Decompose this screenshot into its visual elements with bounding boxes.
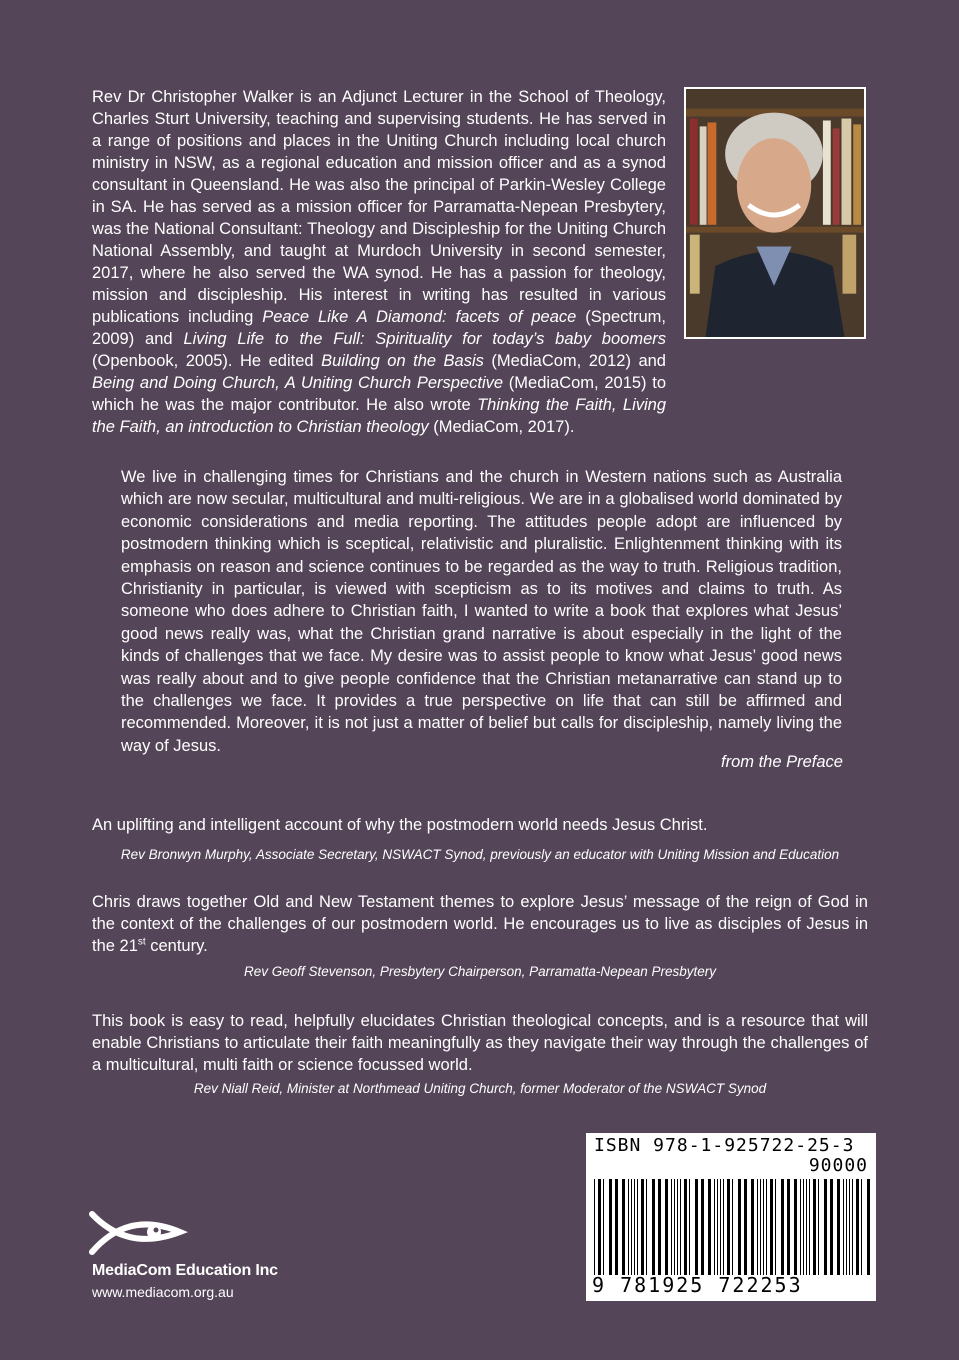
barcode-bar bbox=[763, 1179, 764, 1275]
barcode-bar bbox=[628, 1179, 629, 1275]
barcode-bar bbox=[744, 1179, 747, 1275]
barcode-bar bbox=[794, 1179, 797, 1275]
barcode-bar bbox=[861, 1179, 862, 1275]
bio-text: (MediaCom, 2015) to which he was the major contributor. He also wrote bbox=[92, 374, 666, 414]
bio-text: (Openbook, 2005). He edited bbox=[92, 352, 322, 370]
barcode-bar bbox=[714, 1179, 715, 1275]
book-title: Living Life to the Full: Spirituality for today’s baby boomers bbox=[183, 330, 666, 348]
barcode-bar bbox=[622, 1179, 625, 1275]
barcode-bar bbox=[751, 1179, 754, 1275]
barcode-bar bbox=[856, 1179, 859, 1275]
book-title: Building on the Basis bbox=[321, 352, 484, 370]
barcode-bar bbox=[708, 1179, 711, 1275]
barcode-bar bbox=[800, 1179, 801, 1275]
barcode-bar bbox=[658, 1179, 661, 1275]
barcode-bar bbox=[843, 1179, 844, 1275]
barcode-bar bbox=[723, 1179, 724, 1275]
barcode-bar bbox=[677, 1179, 678, 1275]
endorsement-1: An uplifting and intelligent account of why the postmodern world needs Jesus Christ. bbox=[92, 816, 708, 834]
barcode-bar bbox=[766, 1179, 767, 1275]
barcode-bar bbox=[680, 1179, 681, 1275]
book-title: Peace Like A Diamond: facets of peace bbox=[262, 308, 577, 326]
barcode-bar bbox=[641, 1179, 644, 1275]
barcode-bar bbox=[720, 1179, 721, 1275]
barcode-bar bbox=[689, 1179, 690, 1275]
barcode-bar bbox=[738, 1179, 741, 1275]
barcode-bar bbox=[695, 1179, 698, 1275]
book-title: Thinking the Faith, Living the Faith, an introduction to Christian theology bbox=[92, 396, 666, 436]
bio-text: (Spectrum, 2009) and bbox=[92, 308, 666, 348]
barcode-bar bbox=[671, 1179, 672, 1275]
barcode-bar bbox=[813, 1179, 816, 1275]
fish-eye-icon bbox=[88, 1208, 188, 1260]
isbn-number: ISBN 978-1-925722-25-3 bbox=[594, 1135, 855, 1156]
barcode-bar bbox=[818, 1179, 819, 1275]
endorsement-3-attribution: Rev Niall Reid, Minister at Northmead Uniting Church, former Moderator of the NSWACT Synod bbox=[193, 1081, 767, 1096]
barcode-bar bbox=[849, 1179, 850, 1275]
barcode-bar bbox=[806, 1179, 807, 1275]
barcode-bar bbox=[809, 1179, 810, 1275]
author-bio bbox=[92, 86, 666, 438]
ean-number: 9 781925 722253 bbox=[592, 1273, 803, 1297]
barcode-bar bbox=[781, 1179, 784, 1275]
barcode-bar bbox=[830, 1179, 833, 1275]
isbn-barcode bbox=[586, 1133, 876, 1301]
book-title: Being and Doing Church, A Uniting Church Perspective bbox=[92, 374, 504, 392]
barcode-bar bbox=[837, 1179, 840, 1275]
endorsement-1-attribution: Rev Bronwyn Murphy, Associate Secretary, NSWACT Synod, previously an educator with Uniting Mission and Education bbox=[120, 847, 840, 862]
barcode-bar bbox=[646, 1179, 647, 1275]
barcode-bar bbox=[846, 1179, 847, 1275]
preface-attribution: from the Preface bbox=[721, 753, 843, 771]
preface-excerpt: We live in challenging times for Christians and the church in Western nations such as Australia which are now secular, multicultural and multi-religious. We are in a globalised world dominated by economic considerations and media reporting. The attitudes people adopt are influenced by postmodern thinking which is sceptical, relativistic and pluralistic. Enlightenment thinking with its emphasis on reason and science continues to be regarded as the way to truth. Religious tradition, Christianity in particular, is viewed with scepticism as to its motives and claims to truth. As someone who does adhere to Christian faith, I wanted to write a book that explores what Jesus’ good news really was, what the Christian grand narrative is about especially in the light of the kinds of challenges that we face. My desire was to assist people to know what Jesus’ good news was really about and to give people confidence that the Christian metanarrative can stand up to the challenges we face. It provides a true perspective on life that can still be affirmed and recommended. Moreover, it is not just a matter of belief but calls for discipleship, namely living the way of Jesus. bbox=[121, 468, 842, 755]
barcode-bar bbox=[770, 1179, 773, 1275]
bio-text: (MediaCom, 2017). bbox=[428, 418, 575, 436]
barcode-bar bbox=[609, 1179, 612, 1275]
barcode-bar bbox=[603, 1179, 604, 1275]
endorsement-2-text-end: century. bbox=[145, 937, 208, 955]
endorsement-3: This book is easy to read, helpfully elucidates Christian theological concepts, and is a resource that will enable Christians to articulate their faith meaningfully as they navigate their way through the challenges of a multicultural, multi faith or science focussed world. bbox=[92, 1012, 868, 1074]
barcode-bars bbox=[592, 1179, 870, 1275]
author-portrait bbox=[686, 89, 864, 337]
barcode-bar bbox=[852, 1179, 853, 1275]
price-addon-number: 90000 bbox=[808, 1155, 868, 1176]
endorsement-2-text: Chris draws together Old and New Testament themes to explore Jesus’ message of the reign of God in the context of the challenges of our postmodern world. He encourages us to live as disciples of Jesus in the 21 bbox=[92, 893, 868, 955]
publisher-name: MediaCom Education Inc bbox=[92, 1262, 278, 1279]
publisher-url[interactable]: www.mediacom.org.au bbox=[92, 1284, 234, 1300]
barcode-bar bbox=[775, 1179, 776, 1275]
barcode-bar bbox=[717, 1179, 718, 1275]
barcode-bar bbox=[701, 1179, 704, 1275]
barcode-bar bbox=[598, 1179, 601, 1275]
barcode-bar bbox=[594, 1179, 595, 1275]
endorsement-2-attribution: Rev Geoff Stevenson, Presbytery Chairperson, Parramatta-Nepean Presbytery bbox=[244, 964, 716, 979]
barcode-bar bbox=[787, 1179, 790, 1275]
barcode-bar bbox=[824, 1179, 827, 1275]
barcode-bar bbox=[803, 1179, 804, 1275]
author-photo bbox=[684, 87, 866, 339]
barcode-bar bbox=[665, 1179, 668, 1275]
barcode-bar bbox=[757, 1179, 758, 1275]
barcode-bar bbox=[760, 1179, 761, 1275]
endorsement-2 bbox=[92, 891, 868, 957]
bio-text: (MediaCom, 2012) and bbox=[483, 352, 666, 370]
barcode-bar bbox=[867, 1179, 870, 1275]
barcode-bar bbox=[684, 1179, 687, 1275]
barcode-bar bbox=[652, 1179, 655, 1275]
barcode-bar bbox=[732, 1179, 733, 1275]
barcode-bar bbox=[634, 1179, 635, 1275]
barcode-bar bbox=[637, 1179, 638, 1275]
bio-text: Rev Dr Christopher Walker is an Adjunct Lecturer in the School of Theology, Charles Sturt University, teaching and supervising students. He has served in a range of positions and places in the Uniting Church including local church ministry in NSW, as a regional education and mission officer and as a synod consultant in Queensland. He was also the principal of Parkin-Wesley College in SA. He has served as a mission officer for Parramatta-Nepean Presbytery, was the National Consultant: Theology and Discipleship for the Uniting Church National Assembly, and taught at Murdoch University in second semester, 2017, where he also served the WA synod. He has a passion for theology, mission and discipleship. His interest in writing has resulted in various publications including bbox=[92, 88, 666, 326]
barcode-bar bbox=[631, 1179, 632, 1275]
barcode-bar bbox=[615, 1179, 618, 1275]
ordinal-suffix: st bbox=[137, 936, 146, 948]
barcode-bar bbox=[727, 1179, 730, 1275]
barcode-bar bbox=[674, 1179, 675, 1275]
